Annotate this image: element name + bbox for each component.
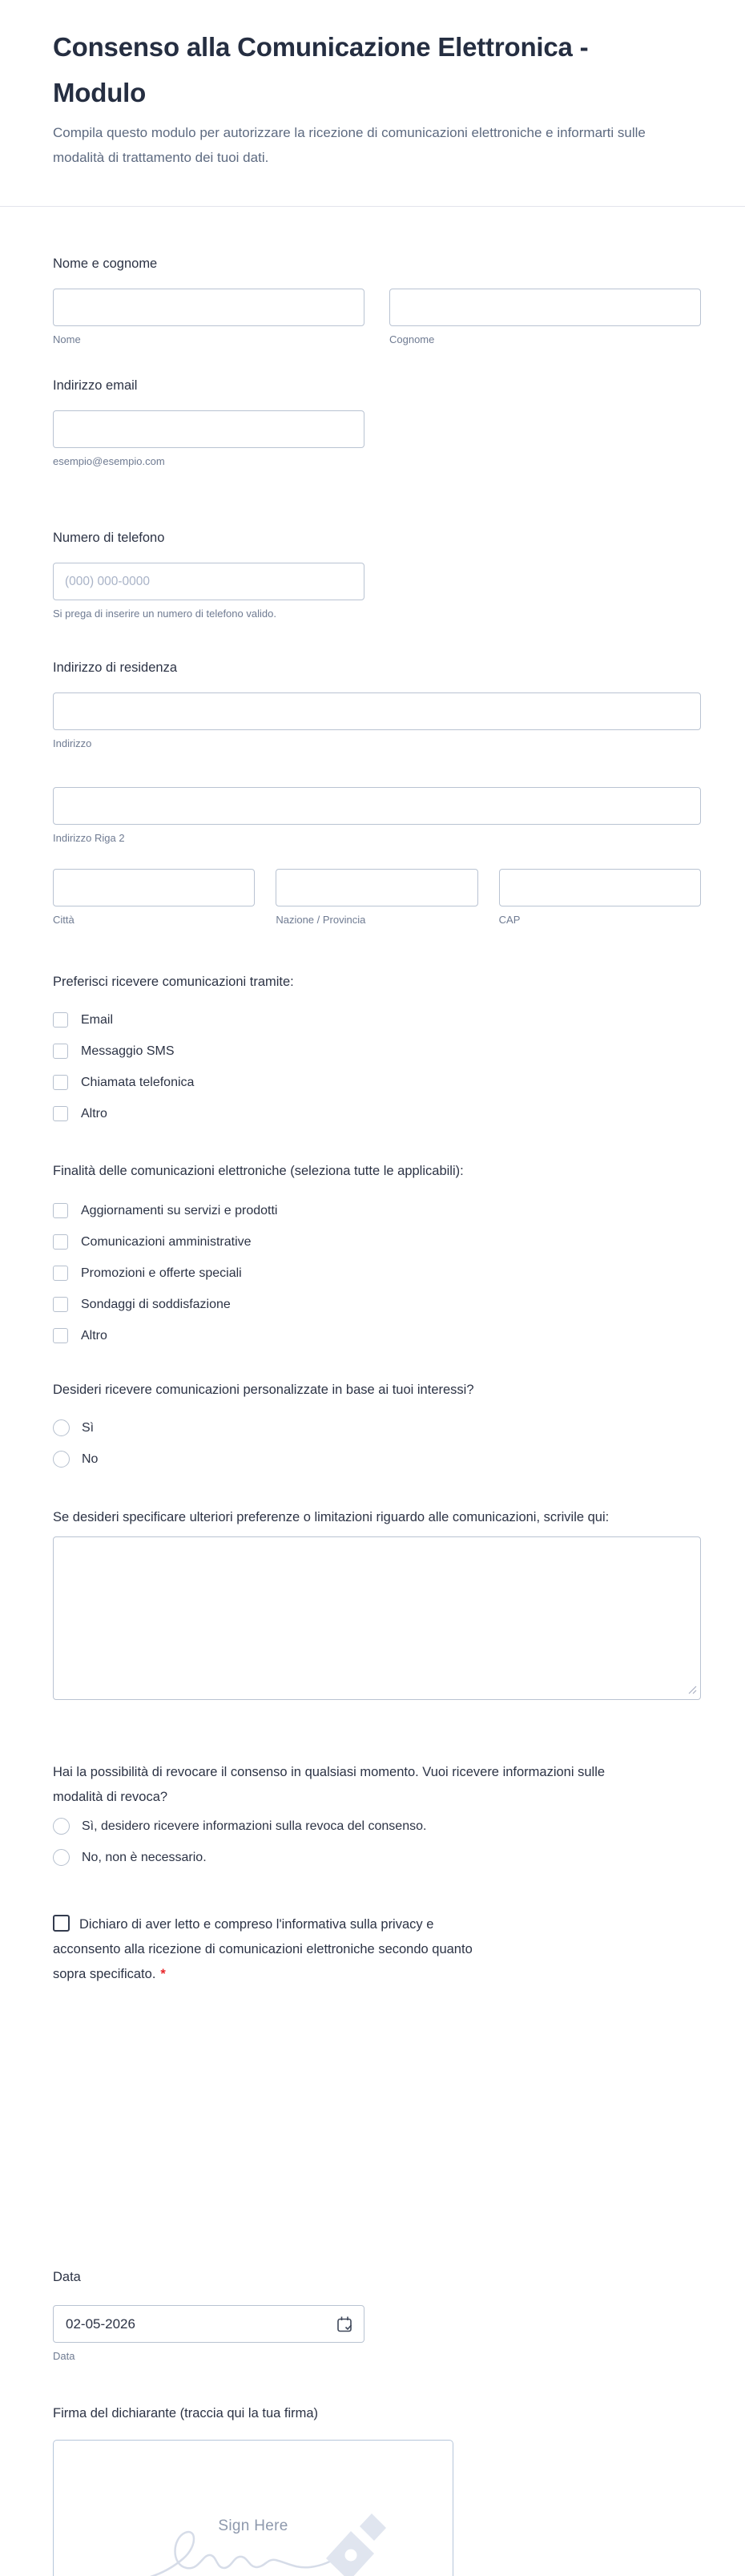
field-phone xyxy=(53,529,701,620)
checkbox-icon[interactable] xyxy=(53,1075,68,1090)
option-label: No, non è necessario. xyxy=(82,1850,207,1864)
field-revoke xyxy=(53,1760,701,1880)
checkbox-icon[interactable] xyxy=(53,1328,68,1343)
revoke-label: Hai la possibilità di revocare il consenso in qualsiasi momento. Vuoi ricevere informazioni sulle modalità di revoca? xyxy=(53,1765,606,1804)
consent-text-line3: sopra specificato. * xyxy=(53,1967,166,1981)
radio-icon[interactable] xyxy=(53,1419,70,1436)
date-label: Data xyxy=(53,2270,81,2284)
revoke-option-yes[interactable] xyxy=(53,1818,701,1835)
purpose-option-surveys[interactable] xyxy=(53,1296,701,1313)
first-name-sublabel: Nome xyxy=(53,333,81,345)
signature-label: Firma del dichiarante (traccia qui la tua firma) xyxy=(53,2406,319,2421)
preferences-label: Se desideri specificare ulteriori preferenze o limitazioni riguardo alle comunicazioni, scrivile qui: xyxy=(53,1510,610,1524)
channel-option-other[interactable] xyxy=(53,1105,701,1122)
checkbox-icon[interactable] xyxy=(53,1203,68,1218)
fullname-label: Nome e cognome xyxy=(53,256,158,271)
form-title: Consenso alla Comunicazione Elettronica - Modulo xyxy=(53,32,589,107)
option-label: Altro xyxy=(81,1328,107,1343)
option-label: Email xyxy=(81,1012,114,1027)
checkbox-icon[interactable] xyxy=(53,1266,68,1281)
option-label: Aggiornamenti su servizi e prodotti xyxy=(81,1203,278,1217)
state-sublabel: Nazione / Provincia xyxy=(276,914,366,926)
checkbox-icon[interactable] xyxy=(53,1044,68,1059)
option-label: No xyxy=(82,1452,99,1466)
option-label: Promozioni e offerte speciali xyxy=(81,1266,242,1280)
consent-text-line2: acconsento alla ricezione di comunicazioni elettroniche secondo quanto xyxy=(53,1942,473,1956)
field-fullname xyxy=(53,255,701,346)
form-subtitle: Compila questo modulo per autorizzare la ricezione di comunicazioni elettroniche e informarti sulle modalità di trattamento dei tuoi dati. xyxy=(53,125,646,165)
address-label: Indirizzo di residenza xyxy=(53,660,177,675)
field-purposes xyxy=(53,1162,701,1359)
consent-checkbox[interactable] xyxy=(53,1915,70,1932)
address-line1-sublabel: Indirizzo xyxy=(53,737,92,749)
checkbox-icon[interactable] xyxy=(53,1297,68,1312)
last-name-input[interactable] xyxy=(389,289,701,326)
revoke-option-no[interactable] xyxy=(53,1849,701,1866)
phone-input[interactable] xyxy=(53,563,364,600)
address-line1-input[interactable] xyxy=(53,692,701,730)
resize-handle-icon[interactable] xyxy=(688,1686,697,1694)
pen-nib-icon xyxy=(86,2509,414,2576)
option-label: Comunicazioni amministrative xyxy=(81,1234,252,1249)
radio-icon[interactable] xyxy=(53,1451,70,1468)
sign-here-hint: Sign Here xyxy=(218,2517,288,2534)
option-label: Chiamata telefonica xyxy=(81,1075,195,1089)
address-line2-input[interactable] xyxy=(53,787,701,825)
personalized-option-no[interactable] xyxy=(53,1451,701,1468)
email-label: Indirizzo email xyxy=(53,378,138,393)
option-label: Sondaggi di soddisfazione xyxy=(81,1297,231,1311)
field-consent xyxy=(53,1912,582,1987)
field-email xyxy=(53,377,701,468)
email-input[interactable] xyxy=(53,410,364,448)
channels-label: Preferisci ricevere comunicazioni tramite: xyxy=(53,975,294,989)
required-asterisk: * xyxy=(160,1967,166,1981)
field-date xyxy=(53,2268,701,2363)
field-channels xyxy=(53,973,701,1137)
date-sublabel: Data xyxy=(53,2350,75,2362)
option-label: Sì xyxy=(82,1420,95,1435)
field-preferences xyxy=(53,1505,701,1700)
personalized-option-yes[interactable] xyxy=(53,1419,701,1436)
date-input[interactable] xyxy=(53,2305,364,2343)
purpose-option-updates[interactable] xyxy=(53,1202,701,1219)
radio-icon[interactable] xyxy=(53,1818,70,1835)
zip-sublabel: CAP xyxy=(498,914,521,926)
channel-option-email[interactable] xyxy=(53,1011,701,1028)
checkbox-icon[interactable] xyxy=(53,1234,68,1250)
phone-label: Numero di telefono xyxy=(53,531,165,545)
date-value: 02-05-2026 xyxy=(66,2316,135,2332)
city-sublabel: Città xyxy=(53,914,74,926)
option-label: Messaggio SMS xyxy=(81,1044,175,1058)
state-input[interactable] xyxy=(276,869,477,906)
checkbox-icon[interactable] xyxy=(53,1012,68,1028)
signature-pad[interactable] xyxy=(53,2440,453,2576)
purpose-option-admin[interactable] xyxy=(53,1233,701,1250)
option-label: Sì, desidero ricevere informazioni sulla revoca del consenso. xyxy=(82,1819,427,1833)
field-signature xyxy=(53,2404,701,2576)
email-sublabel: esempio@esempio.com xyxy=(53,455,165,467)
consent-text-line1: Dichiaro di aver letto e compreso l'informativa sulla privacy e xyxy=(79,1917,434,1932)
zip-input[interactable] xyxy=(499,869,701,906)
checkbox-icon[interactable] xyxy=(53,1106,68,1121)
address-line2-sublabel: Indirizzo Riga 2 xyxy=(53,832,125,844)
city-input[interactable] xyxy=(53,869,255,906)
field-personalized xyxy=(53,1381,701,1482)
field-address xyxy=(53,659,701,927)
option-label: Altro xyxy=(81,1106,107,1120)
calendar-check-icon[interactable] xyxy=(336,2316,353,2333)
first-name-input[interactable] xyxy=(53,289,364,326)
phone-sublabel: Si prega di inserire un numero di telefono valido. xyxy=(53,608,276,620)
personalized-label: Desideri ricevere comunicazioni personalizzate in base ai tuoi interessi? xyxy=(53,1383,474,1397)
channel-option-call[interactable] xyxy=(53,1074,701,1091)
purpose-option-other[interactable] xyxy=(53,1327,701,1344)
form-header xyxy=(0,0,745,207)
purposes-label: Finalità delle comunicazioni elettroniche (seleziona tutte le applicabili): xyxy=(53,1164,464,1178)
last-name-sublabel: Cognome xyxy=(389,333,435,345)
preferences-textarea[interactable] xyxy=(53,1536,701,1700)
purpose-option-promos[interactable] xyxy=(53,1265,701,1282)
radio-icon[interactable] xyxy=(53,1849,70,1866)
channel-option-sms[interactable] xyxy=(53,1043,701,1060)
